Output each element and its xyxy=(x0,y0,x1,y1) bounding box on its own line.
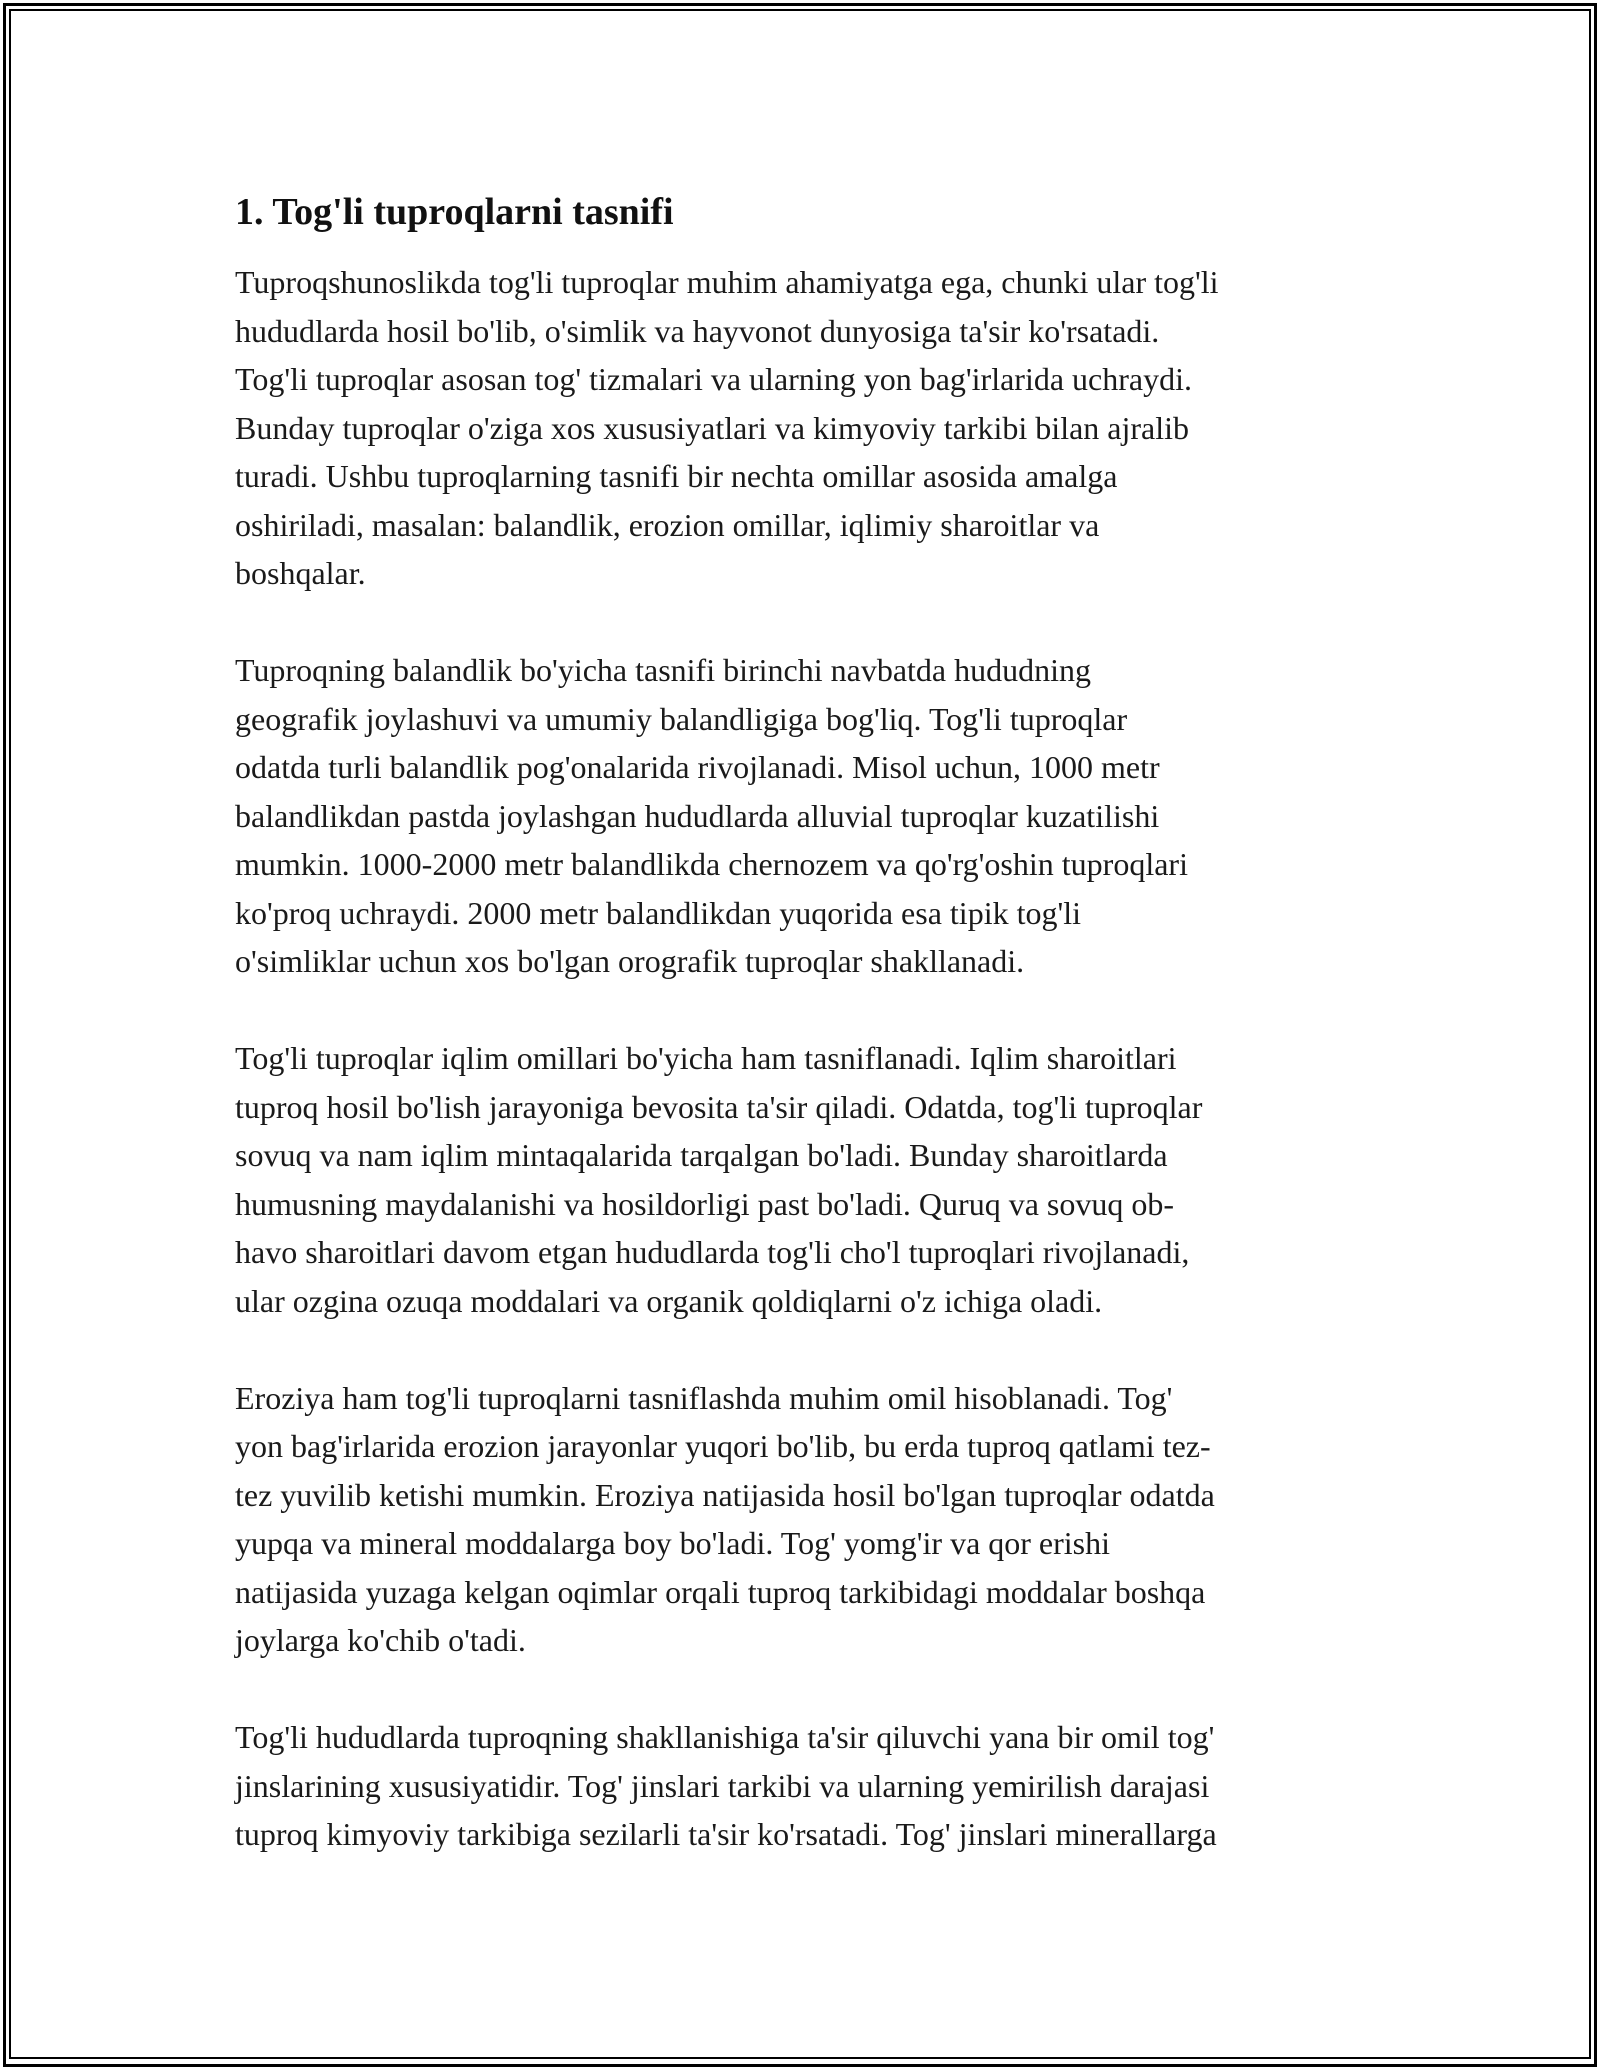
text-line: boshqalar. xyxy=(235,555,366,591)
text-line: Tuproqning balandlik bo'yicha tasnifi birinchi navbatda hududning xyxy=(235,652,1092,688)
text-line: geografik joylashuvi va umumiy balandligiga bog'liq. Tog'li tuproqlar xyxy=(235,700,1128,737)
text-line: hududlarda hosil bo'lib, o'simlik va hayvonot dunyosiga ta'sir ko'rsatadi. xyxy=(235,312,1160,349)
text-line: yupqa va mineral moddalarga boy bo'ladi. Tog' yomg'ir va qor erishi xyxy=(235,1525,1111,1561)
text-line: natijasida yuzaga kelgan oqimlar orqali tuproq tarkibidagi moddalar boshqa xyxy=(235,1573,1206,1610)
document-body xyxy=(235,188,1365,1907)
text-line: o'simliklar uchun xos bo'lgan orografik tuproqlar shakllanadi. xyxy=(235,943,1025,979)
text-line: joylarga ko'chib o'tadi. xyxy=(235,1622,526,1658)
text-line: Tog'li hududlarda tuproqning shakllanishiga ta'sir qiluvchi yana bir omil tog' xyxy=(235,1719,1215,1755)
text-line: oshiriladi, masalan: balandlik, erozion omillar, iqlimiy sharoitlar va xyxy=(235,506,1100,543)
text-line: Tog'li tuproqlar iqlim omillari bo'yicha ham tasniflanadi. Iqlim sharoitlari xyxy=(235,1040,1177,1076)
text-line: jinslarining xususiyatidir. Tog' jinslari tarkibi va ularning yemirilish darajasi xyxy=(235,1767,1210,1804)
paragraph-rocks xyxy=(235,1713,1365,1859)
text-line: turadi. Ushbu tuproqlarning tasnifi bir nechta omillar asosida amalga xyxy=(235,458,1118,494)
text-line: Bunday tuproqlar o'ziga xos xususiyatlari va kimyoviy tarkibi bilan ajralib xyxy=(235,409,1190,446)
text-line: tuproq kimyoviy tarkibiga sezilarli ta'sir ko'rsatadi. Tog' jinslari minerallarga xyxy=(235,1816,1217,1852)
paragraph-intro xyxy=(235,258,1365,598)
text-line: Tuproqshunoslikda tog'li tuproqlar muhim ahamiyatga ega, chunki ular tog'li xyxy=(235,264,1219,300)
text-line: Eroziya ham tog'li tuproqlarni tasniflashda muhim omil hisoblanadi. Tog' xyxy=(235,1379,1173,1416)
text-line: yon bag'irlarida erozion jarayonlar yuqori bo'lib, bu erda tuproq qatlami tez- xyxy=(235,1428,1211,1464)
paragraph-altitude xyxy=(235,646,1365,986)
text-line: tuproq hosil bo'lish jarayoniga bevosita ta'sir qiladi. Odatda, tog'li tuproqlar xyxy=(235,1088,1203,1125)
text-line: havo sharoitlari davom etgan hududlarda tog'li cho'l tuproqlari rivojlanadi, xyxy=(235,1234,1190,1270)
paragraph-climate xyxy=(235,1034,1365,1325)
text-line: mumkin. 1000-2000 metr balandlikda chernozem va qo'rg'oshin tuproqlari xyxy=(235,846,1188,882)
text-line: ular ozgina ozuqa moddalari va organik qoldiqlarni o'z ichiga oladi. xyxy=(235,1282,1103,1319)
section-heading: 1. Tog'li tuproqlarni tasnifi xyxy=(235,191,674,233)
text-line: tez yuvilib ketishi mumkin. Eroziya natijasida hosil bo'lgan tuproqlar odatda xyxy=(235,1476,1215,1513)
text-line: ko'proq uchraydi. 2000 metr balandlikdan yuqorida esa tipik tog'li xyxy=(235,894,1082,931)
text-line: odatda turli balandlik pog'onalarida rivojlanadi. Misol uchun, 1000 metr xyxy=(235,749,1160,785)
text-line: Tog'li tuproqlar asosan tog' tizmalari va ularning yon bag'irlarida uchraydi. xyxy=(235,361,1192,397)
text-line: humusning maydalanishi va hosildorligi past bo'ladi. Quruq va sovuq ob- xyxy=(235,1185,1174,1222)
paragraph-erosion xyxy=(235,1374,1365,1665)
text-line: balandlikdan pastda joylashgan hududlarda alluvial tuproqlar kuzatilishi xyxy=(235,797,1160,834)
text-line: sovuq va nam iqlim mintaqalarida tarqalgan bo'ladi. Bunday sharoitlarda xyxy=(235,1137,1168,1173)
